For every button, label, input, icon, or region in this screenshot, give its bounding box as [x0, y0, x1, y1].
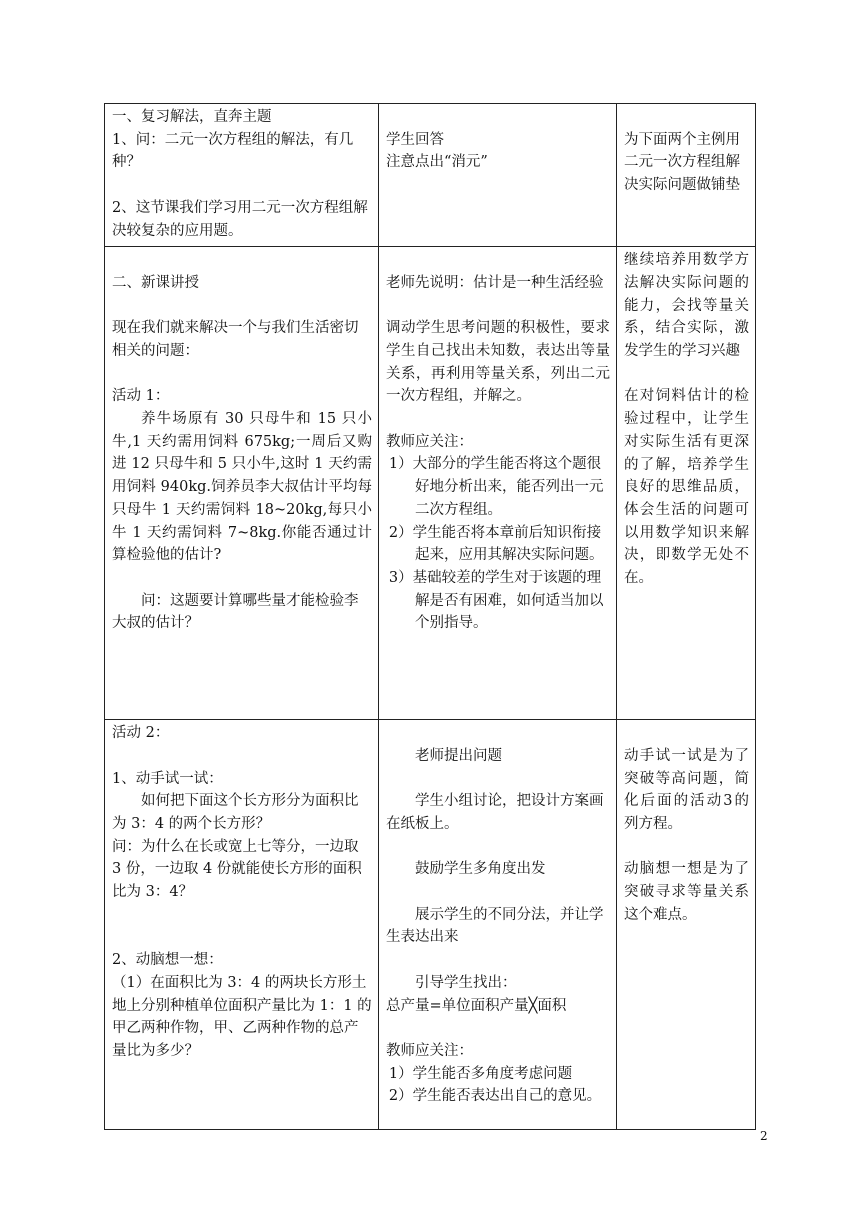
cell-activity: [379, 720, 617, 1130]
question-text: 问：这题要计算哪些量才能检验李大叔的估计？: [112, 592, 359, 632]
cell-content: [105, 720, 379, 1130]
section-title: 二、新课讲授: [112, 274, 199, 291]
purpose-text: 继续培养用数学方法解决实际问题的能力，会找等量关系，结合实际，激发学生的学习兴趣: [624, 252, 749, 360]
spacer: [112, 904, 372, 927]
task-text: 如何把下面这个长方形分为面积比为 3：4 的两个长方形？: [112, 793, 359, 832]
spacer: [112, 567, 372, 590]
spacer: [624, 836, 749, 859]
spacer: [624, 363, 749, 386]
problem-text: 养牛场原有 30 只母牛和 15 只小牛,1 天约需用饲料 675kg;一周后又购进 12 只母牛和 5 只小牛,这时 1 天约需用饲料 940kg.饲养员李大叔估计平均每只母牛 1 天约需饲料 18~20kg,每只小牛 1 天约需饲料 7~8kg.你能否通过计算检验他的估计?: [112, 411, 372, 564]
activity-text: 鼓励学生多角度出发: [415, 861, 546, 878]
spacer: [386, 949, 610, 972]
spacer: [112, 927, 372, 950]
spacer: [112, 249, 372, 272]
activity-text: 学生小组讨论，把设计方案画在纸板上。: [386, 793, 604, 832]
table-row-new-lesson: [105, 247, 756, 720]
activity-text: 引导学生找出：: [415, 974, 517, 991]
teacher-note: 老师提出问题: [415, 747, 502, 764]
question-text: 1、问：二元一次方程组的解法，有几种？: [112, 131, 354, 171]
activity-text: 展示学生的不同分法，并让学生表达出来: [386, 906, 604, 946]
activity-title: 活动 2：: [112, 725, 170, 742]
cell-activity: [379, 247, 617, 720]
focus-title: 教师应关注：: [386, 1042, 473, 1059]
table-row-review: [105, 104, 756, 247]
purpose-text: 动脑想一想是为了突破寻求等量关系这个难点。: [624, 861, 749, 923]
purpose-text: 在对饲料估计的检验过程中，让学生对实际生活有更深的了解，培养学生良好的思维品质，体会生活的问题可以用数学知识来解决，即数学无处不在。: [624, 388, 749, 587]
cell-purpose: [617, 104, 756, 247]
purpose-text: 动手试一试是为了突破等高问题，简化后面的活动3的列方程。: [624, 747, 749, 832]
spacer: [112, 295, 372, 318]
subsection-title: 1、动手试一试：: [112, 770, 223, 787]
purpose-text: 为下面两个主例用二元一次方程组解决实际问题做铺垫: [624, 131, 740, 194]
table-row-activity-2: [105, 720, 756, 1130]
spacer: [386, 881, 610, 904]
spacer: [386, 106, 610, 129]
cell-activity: [379, 104, 617, 247]
cell-content: [105, 104, 379, 247]
spacer: [386, 722, 610, 745]
formula-text: 总产量=单位面积产量╳面积: [386, 997, 567, 1014]
spacer: [112, 363, 372, 386]
lesson-plan-table: [104, 103, 756, 1130]
spacer: [112, 745, 372, 768]
task-text: （1）在面积比为 3：4 的两块长方形土地上分别种植单位面积产量比为 1：1 的甲乙两种作物，甲、乙两种作物的总产量比为多少？: [112, 974, 372, 1059]
intro-text: 现在我们就来解决一个与我们生活密切相关的问题：: [112, 320, 359, 359]
focus-item: 3）基础较差的学生对于该题的理解是否有困难，如何适当加以个别指导。: [388, 570, 604, 632]
question-text: 问：为什么在长或宽上七等分，一边取 3 份，一边取 4 份就能使长方形的面积比为 3：4？: [112, 838, 362, 901]
focus-item: 1）大部分的学生能否将这个题很好地分析出来，能否列出一元二次方程组。: [388, 456, 604, 518]
cell-content: [105, 247, 379, 720]
focus-item: 2）学生能否表达出自己的意见。: [388, 1088, 602, 1105]
focus-item: 2）学生能否将本章前后知识衔接起来，应用其解决实际问题。: [388, 524, 604, 564]
intro-text: 2、这节课我们学习用二元一次方程组解决较复杂的应用题。: [112, 199, 368, 239]
cell-purpose: [617, 247, 756, 720]
teacher-note: 老师先说明：估计是一种生活经验: [386, 274, 604, 291]
focus-title: 教师应关注：: [386, 433, 473, 450]
focus-item: 1）学生能否多角度考虑问题: [388, 1065, 573, 1082]
page-number: 2: [760, 1129, 768, 1143]
spacer: [386, 408, 610, 431]
spacer: [624, 106, 749, 129]
cell-purpose: [617, 720, 756, 1130]
section-title: 一、复习解法，直奔主题: [112, 109, 272, 125]
note-text: 注意点出“消元”: [386, 154, 488, 171]
spacer: [624, 722, 749, 745]
spacer: [386, 295, 610, 318]
activity-title: 活动 1：: [112, 388, 170, 405]
spacer: [386, 249, 610, 272]
subsection-title: 2、动脑想一想：: [112, 952, 223, 969]
spacer: [386, 1017, 610, 1040]
activity-text: 调动学生思考问题的积极性，要求学生自己找出未知数，表达出等量关系，再利用等量关系，列出二元一次方程组，并解之。: [386, 320, 610, 405]
spacer: [386, 836, 610, 859]
spacer: [112, 174, 372, 197]
spacer: [386, 768, 610, 791]
student-answer: 学生回答: [386, 131, 444, 148]
